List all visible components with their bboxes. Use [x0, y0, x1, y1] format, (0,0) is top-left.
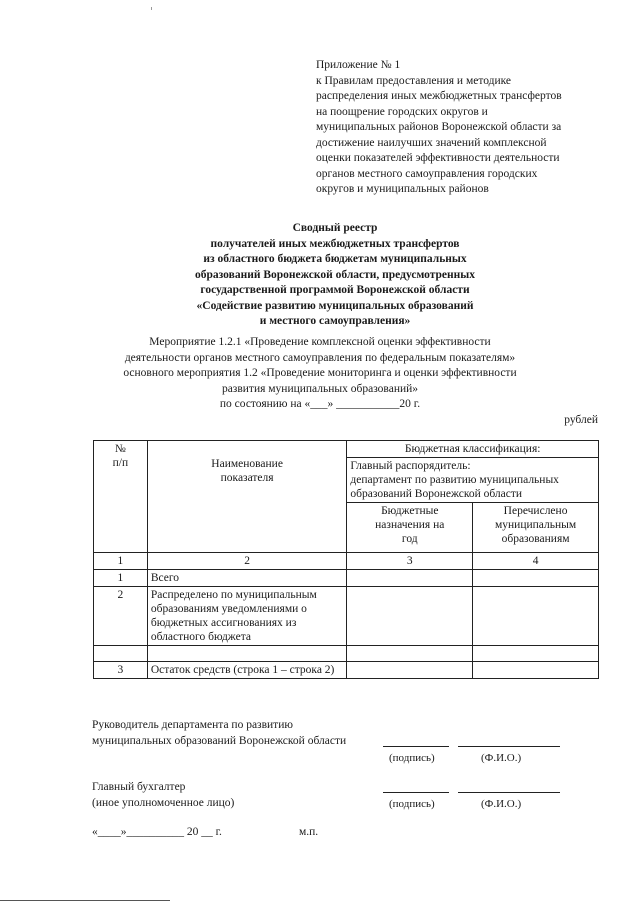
row-cell	[347, 570, 473, 587]
header-main-manager: Главный распорядитель: департамент по развитию муниципальных образований Воронежской области	[347, 458, 599, 503]
document-title	[120, 221, 550, 330]
scan-mark	[151, 7, 152, 10]
appendix-line: Приложение № 1	[316, 59, 401, 71]
head-fio-line	[458, 746, 560, 747]
row-name: Распределено по муниципальным образованиям уведомлениями о бюджетных ассигнованиях из областного бюджета	[147, 587, 347, 646]
registry-table	[93, 440, 599, 679]
head-signature-caption: (подпись)	[389, 752, 435, 764]
event-line: основного мероприятия 1.2 «Проведение мониторинга и оценки эффективности	[123, 367, 517, 379]
column-number: 2	[147, 553, 347, 570]
row-cell	[473, 570, 599, 587]
appendix-line: достижение наилучших значений комплексной	[316, 136, 547, 149]
title-line: Сводный реестр	[292, 222, 378, 234]
event-description	[60, 335, 580, 413]
column-number: 4	[473, 553, 599, 570]
title-line: и местного самоуправления»	[259, 315, 411, 327]
header-budget-classification: Бюджетная классификация:	[347, 441, 599, 458]
seal-placeholder: м.п.	[299, 826, 319, 838]
accountant-title-line2: (иное уполномоченное лицо)	[92, 797, 235, 809]
column-number: 1	[94, 553, 148, 570]
head-signature-line	[383, 746, 449, 747]
table-row	[94, 662, 599, 679]
head-title-line1: Руководитель департамента по развитию	[92, 719, 293, 731]
column-numbers-row	[94, 553, 599, 570]
row-cell	[347, 587, 473, 646]
event-line: развития муниципальных образований»	[221, 382, 419, 395]
row-name	[147, 646, 347, 662]
appendix-line: к Правилам предоставления и методике	[316, 74, 512, 87]
appendix-line: распределения иных межбюджетных трансфертов	[316, 90, 562, 102]
row-num: 2	[94, 587, 148, 646]
appendix-line: на поощрение городских округов и	[316, 105, 488, 118]
title-line: получателей иных межбюджетных трансфертов	[210, 237, 460, 250]
accountant-title-line1: Главный бухгалтер	[92, 781, 186, 793]
accountant-fio-line	[458, 792, 560, 793]
accountant-signature-caption: (подпись)	[389, 798, 435, 810]
header-num: № п/п	[94, 441, 148, 553]
title-line: из областного бюджета бюджетам муниципальных	[203, 253, 467, 265]
title-line: государственной программой Воронежской области	[200, 284, 470, 296]
header-row	[94, 441, 599, 458]
accountant-fio-caption: (Ф.И.О.)	[481, 798, 522, 810]
as-of-date-line: по состоянию на «___» ___________20 г.	[219, 398, 421, 410]
table-row	[94, 570, 599, 587]
table-row	[94, 646, 599, 662]
header-transferred: Перечислено муниципальным образованиям	[473, 503, 599, 553]
signing-date: «____»__________ 20 __ г.	[92, 826, 222, 838]
row-num: 1	[94, 570, 148, 587]
row-cell	[473, 587, 599, 646]
table-row	[94, 587, 599, 646]
title-line: «Содействие развитию муниципальных образований	[196, 299, 474, 312]
appendix-header	[316, 58, 616, 198]
scan-edge-line	[0, 900, 170, 901]
head-title-line2: муниципальных образований Воронежской области	[92, 735, 347, 747]
header-name: Наименование показателя	[147, 441, 347, 553]
event-line: деятельности органов местного самоуправления по федеральным показателям»	[124, 351, 516, 364]
title-line: образований Воронежской области, предусмотренных	[194, 268, 476, 281]
appendix-line: округов и муниципальных районов	[316, 183, 489, 195]
row-cell	[473, 662, 599, 679]
row-cell	[347, 662, 473, 679]
event-line: Мероприятие 1.2.1 «Проведение комплексной оценки эффективности	[149, 336, 491, 348]
appendix-line: органов местного самоуправления городских	[316, 167, 538, 180]
row-name: Остаток средств (строка 1 – строка 2)	[147, 662, 347, 679]
row-num: 3	[94, 662, 148, 679]
row-cell	[473, 646, 599, 662]
header-budget-allocations: Бюджетные назначения на год	[347, 503, 473, 553]
column-number: 3	[347, 553, 473, 570]
accountant-signature-line	[383, 792, 449, 793]
appendix-line: оценки показателей эффективности деятельности	[316, 152, 560, 164]
appendix-line: муниципальных районов Воронежской области за	[316, 121, 562, 133]
row-num	[94, 646, 148, 662]
head-fio-caption: (Ф.И.О.)	[481, 752, 522, 764]
units-label: рублей	[564, 414, 598, 426]
row-cell	[347, 646, 473, 662]
row-name: Всего	[147, 570, 347, 587]
